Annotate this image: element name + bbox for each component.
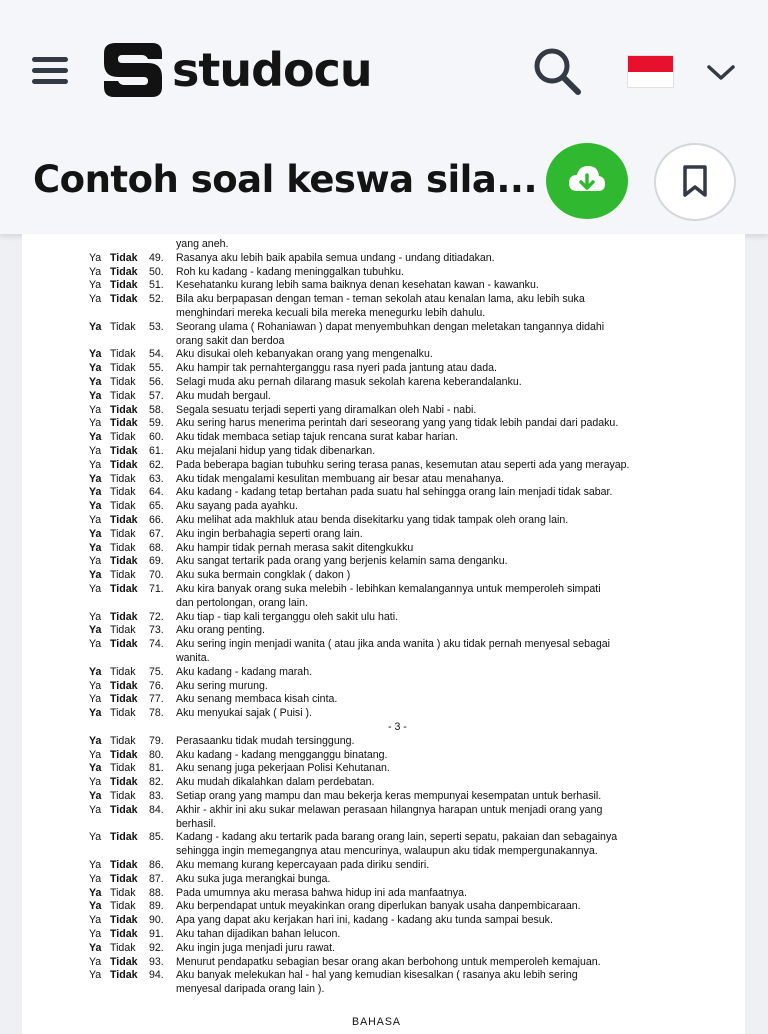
answer-ya: Ya (89, 541, 102, 554)
question-number: 68. (149, 541, 164, 554)
question-number: 76. (149, 679, 164, 692)
answer-ya: Ya (89, 928, 102, 940)
question-number: 87. (149, 872, 164, 885)
answer-tidak: Tidak (110, 886, 136, 899)
answer-ya: Ya (89, 348, 102, 361)
question-number: 92. (149, 941, 164, 954)
question-row (22, 927, 745, 941)
question-row (22, 706, 745, 720)
question-row (22, 734, 745, 748)
answer-tidak: Tidak (110, 362, 136, 375)
question-text: Aku senang membaca kisah cinta. (176, 693, 338, 706)
question-text: Aku ingin berbahagia seperti orang lain. (176, 527, 363, 540)
question-row-continuation (22, 237, 745, 251)
document-title-bar (0, 142, 768, 234)
answer-tidak: Tidak (110, 707, 136, 720)
question-row (22, 416, 745, 430)
answer-tidak: Tidak (110, 969, 138, 982)
question-row (22, 968, 745, 982)
answer-ya: Ya (89, 776, 102, 789)
answer-ya: Ya (89, 955, 102, 968)
question-text: Aku mudah dikalahkan dalam perdebatan. (176, 776, 375, 789)
question-row-continuation (22, 982, 745, 996)
answer-tidak: Tidak (110, 569, 136, 582)
question-number: 61. (149, 445, 164, 457)
answer-ya: Ya (89, 486, 102, 499)
page-number-marker: - 3 - (388, 721, 407, 733)
question-row (22, 582, 745, 596)
question-row (22, 775, 745, 789)
answer-tidak: Tidak (110, 348, 136, 361)
question-row (22, 692, 745, 706)
question-number: 90. (149, 914, 164, 927)
document-page (22, 234, 745, 1034)
question-row (22, 347, 745, 361)
answer-tidak: Tidak (110, 941, 136, 954)
question-text: Aku kadang - kadang marah. (176, 665, 313, 678)
question-number: 49. (149, 251, 164, 264)
answer-ya: Ya (89, 886, 102, 899)
answer-ya: Ya (89, 500, 102, 513)
question-number: 84. (149, 803, 164, 816)
answer-ya: Ya (89, 583, 102, 595)
question-number: 70. (149, 569, 164, 582)
answer-tidak: Tidak (110, 859, 138, 871)
answer-tidak: Tidak (110, 389, 136, 402)
answer-ya: Ya (89, 914, 102, 927)
question-text: Apa yang dapat aku kerjakan hari ini, kadang - kadang aku tunda sampai besuk. (176, 914, 553, 927)
question-text: Aku mudah bergaul. (176, 389, 271, 402)
question-text: Menurut pendapatku sebagian besar orang akan berbohong untuk memperoleh kemajuan. (176, 955, 601, 968)
question-row (22, 913, 745, 927)
question-number: 78. (149, 707, 164, 720)
question-text: Perasaanku tidak mudah tersinggung. (176, 734, 355, 747)
question-row (22, 748, 745, 762)
question-number: 64. (149, 486, 164, 499)
question-row (22, 389, 745, 403)
question-text: Bila aku berpapasan dengan teman - teman sekolah atau kenalan lama, aku lebih suka (176, 293, 585, 306)
answer-ya: Ya (89, 734, 102, 747)
answer-ya: Ya (89, 265, 102, 278)
question-text: Aku banyak melekukan hal - hal yang kemudian kisesalkan ( rasanya aku lebih sering (176, 969, 578, 982)
answer-tidak: Tidak (110, 665, 136, 678)
answer-ya: Ya (89, 472, 102, 485)
answer-tidak: Tidak (110, 472, 136, 485)
question-number: 80. (149, 748, 164, 761)
question-text: Aku sayang pada ayahku. (176, 500, 298, 513)
question-row (22, 830, 745, 844)
answer-ya: Ya (89, 969, 102, 982)
question-text: Aku suka bermain congklak ( dakon ) (176, 569, 351, 582)
question-row (22, 610, 745, 624)
question-text: Selagi muda aku pernah dilarang masuk sekolah karena keberandalanku. (176, 376, 522, 388)
answer-tidak: Tidak (110, 624, 136, 637)
question-text: Aku mejalani hidup yang tidak dibenarkan. (176, 445, 376, 457)
question-number: 65. (149, 500, 164, 513)
question-number: 55. (149, 362, 164, 375)
answer-tidak: Tidak (110, 514, 138, 526)
answer-ya: Ya (89, 679, 102, 692)
question-row-continuation (22, 334, 745, 348)
question-text: dan pertolongan, orang lain. (176, 596, 308, 609)
question-number: 81. (149, 762, 164, 775)
question-number: 82. (149, 776, 164, 789)
answer-ya: Ya (89, 293, 102, 306)
question-row (22, 375, 745, 389)
cloud-download-icon (567, 161, 607, 201)
question-text: Aku melihat ada makhluk atau benda disekitarku yang tidak tampak oleh orang lain. (176, 514, 569, 526)
question-number: 52. (149, 293, 164, 306)
question-row (22, 320, 745, 334)
question-number: 66. (149, 514, 164, 526)
question-text: berhasil. (176, 817, 217, 830)
answer-ya: Ya (89, 376, 102, 388)
question-text: Aku sangat tertarik pada orang yang berjenis kelamin sama denganku. (176, 555, 508, 568)
answer-tidak: Tidak (110, 486, 136, 499)
question-text: Aku orang penting. (176, 624, 265, 637)
answer-ya: Ya (89, 665, 102, 678)
answer-ya: Ya (89, 748, 102, 761)
answer-tidak: Tidak (110, 320, 136, 333)
answer-tidak: Tidak (110, 251, 138, 264)
answer-ya: Ya (89, 389, 102, 402)
question-number: 79. (149, 734, 164, 747)
question-row-continuation (22, 651, 745, 665)
question-text: Pada beberapa bagian tubuhku sering terasa panas, kesemutan atau seperti ada yang merayap. (176, 458, 630, 471)
answer-ya: Ya (89, 320, 102, 333)
question-text: Aku kira banyak orang suka melebih - lebihkan kemalangannya untuk memperoleh simpati (176, 583, 601, 595)
studocu-logo-mark-icon (102, 41, 164, 99)
answer-tidak: Tidak (110, 928, 138, 940)
question-number: 89. (149, 900, 164, 913)
question-row (22, 499, 745, 513)
answer-ya: Ya (89, 693, 102, 706)
question-text: menyesal daripada orang lain ). (176, 983, 325, 996)
question-number: 53. (149, 320, 164, 333)
answer-tidak: Tidak (110, 403, 138, 416)
hamburger-menu-icon[interactable] (28, 52, 72, 90)
answer-ya: Ya (89, 251, 102, 264)
bookmark-button[interactable] (654, 143, 736, 221)
question-number: 60. (149, 431, 164, 444)
answer-tidak: Tidak (110, 776, 138, 789)
question-text: Aku sering murung. (176, 679, 268, 692)
answer-tidak: Tidak (110, 748, 138, 761)
question-row (22, 858, 745, 872)
question-row (22, 665, 745, 679)
question-row (22, 679, 745, 693)
answer-tidak: Tidak (110, 803, 138, 816)
question-text: orang sakit dan berdoa (176, 334, 285, 347)
answer-ya: Ya (89, 514, 102, 526)
question-text: Seorang ulama ( Rohaniawan ) dapat menyembuhkan dengan meletakan tangannya didahi (176, 320, 605, 333)
question-row (22, 554, 745, 568)
question-number: 71. (149, 583, 164, 595)
question-text: Aku memang kurang kepercayaan pada diriku sendiri. (176, 859, 430, 871)
question-row (22, 430, 745, 444)
question-row (22, 485, 745, 499)
question-text: Aku hampir tidak pernah merasa sakit ditengkukku (176, 541, 414, 554)
answer-tidak: Tidak (110, 679, 138, 692)
question-number: 86. (149, 859, 164, 871)
answer-ya: Ya (89, 555, 102, 568)
answer-tidak: Tidak (110, 445, 138, 457)
answer-tidak: Tidak (110, 417, 138, 430)
brand-name: studocu (172, 43, 372, 97)
question-number: 93. (149, 955, 164, 968)
top-app-bar (0, 0, 768, 142)
question-row (22, 941, 745, 955)
question-text: Aku kadang - kadang mengganggu binatang. (176, 748, 388, 761)
question-text: wanita. (176, 652, 210, 664)
answer-ya: Ya (89, 872, 102, 885)
answer-ya: Ya (89, 417, 102, 430)
answer-tidak: Tidak (110, 638, 138, 651)
question-row (22, 403, 745, 417)
answer-ya: Ya (89, 624, 102, 637)
answer-ya: Ya (89, 362, 102, 375)
answer-tidak: Tidak (110, 458, 138, 471)
question-number: 91. (149, 928, 164, 940)
bookmark-icon (681, 164, 709, 198)
answer-tidak: Tidak (110, 583, 138, 595)
answer-tidak: Tidak (110, 527, 136, 540)
answer-ya: Ya (89, 859, 102, 871)
answer-ya: Ya (89, 803, 102, 816)
question-number: 54. (149, 348, 164, 361)
question-text: Aku sering ingin menjadi wanita ( atau jika anda wanita ) aku tidak pernah menyesal sebagai (176, 638, 611, 651)
answer-tidak: Tidak (110, 610, 138, 623)
answer-tidak: Tidak (110, 790, 136, 802)
answer-ya: Ya (89, 403, 102, 416)
question-text: Roh ku kadang - kadang meninggalkan tubuhku. (176, 265, 404, 278)
question-row (22, 803, 745, 817)
indonesia-flag-icon[interactable] (627, 55, 674, 88)
answer-ya: Ya (89, 445, 102, 457)
answer-ya: Ya (89, 527, 102, 540)
question-text: Aku berpendapat untuk meyakinkan orang diperlukan banyak usaha danpembicaraan. (176, 900, 581, 913)
question-number: 75. (149, 665, 164, 678)
question-row (22, 292, 745, 306)
question-number: 83. (149, 790, 164, 802)
question-text: yang aneh. (176, 238, 229, 250)
question-row (22, 623, 745, 637)
question-row (22, 527, 745, 541)
question-text: Rasanya aku lebih baik apabila semua undang - undang ditiadakan. (176, 251, 495, 264)
question-row (22, 761, 745, 775)
question-number: 74. (149, 638, 164, 651)
question-number: 73. (149, 624, 164, 637)
question-row (22, 637, 745, 651)
question-text: Kesehatanku kurang lebih sama baiknya denan kesehatan kawan - kawanku. (176, 279, 539, 292)
answer-ya: Ya (89, 831, 102, 844)
question-text: Segala sesuatu terjadi seperti yang diramalkan oleh Nabi - nabi. (176, 403, 477, 416)
answer-tidak: Tidak (110, 431, 136, 444)
question-text: Kadang - kadang aku tertarik pada barang orang lain, seperti sepatu, pakaian dan sebagainya (176, 831, 618, 844)
studocu-logo[interactable] (102, 41, 372, 101)
question-row (22, 472, 745, 486)
answer-tidak: Tidak (110, 955, 138, 968)
question-text: Aku senang juga pekerjaan Polisi Kehutanan. (176, 762, 390, 775)
answer-ya: Ya (89, 279, 102, 292)
answer-ya: Ya (89, 458, 102, 471)
question-row (22, 444, 745, 458)
question-text: menghindari mereka kecuali bila mereka menegurku lebih dahulu. (176, 307, 486, 319)
question-text: Aku disukai oleh kebanyakan orang yang mengenalku. (176, 348, 433, 361)
answer-ya: Ya (89, 762, 102, 775)
answer-tidak: Tidak (110, 900, 136, 913)
answer-tidak: Tidak (110, 831, 138, 844)
question-row-continuation (22, 596, 745, 610)
answer-tidak: Tidak (110, 734, 136, 747)
chevron-down-icon[interactable] (705, 58, 737, 86)
answer-tidak: Tidak (110, 279, 138, 292)
question-row (22, 789, 745, 803)
question-number: 56. (149, 376, 164, 388)
answer-tidak: Tidak (110, 293, 138, 306)
question-text: Aku tidak membaca setiap tajuk rencana surat kabar harian. (176, 431, 459, 444)
document-title: Contoh soal keswa sila... (33, 158, 538, 201)
question-row (22, 568, 745, 582)
question-number: 72. (149, 610, 164, 623)
question-row (22, 361, 745, 375)
question-row (22, 458, 745, 472)
question-text: sehingga ingin memegangnya atau mencurinya, walaupun aku tidak mempergunakannya. (176, 845, 598, 858)
answer-ya: Ya (89, 610, 102, 623)
question-row (22, 872, 745, 886)
question-text: Aku tiap - tiap kali terganggu oleh sakit ulu hati. (176, 610, 399, 623)
search-icon[interactable] (530, 44, 584, 98)
question-text: Aku suka juga merangkai bunga. (176, 872, 331, 885)
question-number: 63. (149, 472, 164, 485)
answer-tidak: Tidak (110, 500, 136, 513)
question-text: Pada umumnya aku merasa bahwa hidup ini ada manfaatnya. (176, 886, 467, 899)
question-number: 69. (149, 555, 164, 568)
question-number: 57. (149, 389, 164, 402)
question-row (22, 541, 745, 555)
answer-tidak: Tidak (110, 376, 136, 388)
question-text: Aku tidak mengalami kesulitan membuang air besar atau menahanya. (176, 472, 505, 485)
question-row-continuation (22, 817, 745, 831)
answer-tidak: Tidak (110, 265, 138, 278)
question-number: 85. (149, 831, 164, 844)
answer-ya: Ya (89, 707, 102, 720)
question-row-continuation (22, 306, 745, 320)
question-number: 50. (149, 265, 164, 278)
question-number: 77. (149, 693, 164, 706)
download-button[interactable] (546, 143, 628, 219)
question-number: 67. (149, 527, 164, 540)
question-text: Aku ingin juga menjadi juru rawat. (176, 941, 335, 954)
answer-tidak: Tidak (110, 541, 136, 554)
question-number: 58. (149, 403, 164, 416)
answer-ya: Ya (89, 790, 102, 802)
question-text: Aku sering harus menerima perintah dari seseorang yang yang tidak lebih pandai dari padaku. (176, 417, 619, 430)
question-text: Setiap orang yang mampu dan mau bekerja keras mempunyai kesempatan untuk berhasil. (176, 790, 602, 802)
answer-ya: Ya (89, 638, 102, 651)
question-row (22, 886, 745, 900)
question-row (22, 251, 745, 265)
question-row (22, 899, 745, 913)
question-row (22, 513, 745, 527)
answer-tidak: Tidak (110, 693, 138, 706)
question-number: 94. (149, 969, 164, 982)
answer-ya: Ya (89, 941, 102, 954)
question-row (22, 265, 745, 279)
question-text: Aku tahan dijadikan bahan lelucon. (176, 928, 341, 940)
answer-tidak: Tidak (110, 555, 138, 568)
question-text: Akhir - akhir ini aku sukar melawan perasaan hilangnya harapan untuk menjadi orang yang (176, 803, 603, 816)
question-number: 59. (149, 417, 164, 430)
answer-ya: Ya (89, 431, 102, 444)
question-row (22, 278, 745, 292)
question-row-continuation (22, 844, 745, 858)
question-number: 51. (149, 279, 164, 292)
answer-ya: Ya (89, 569, 102, 582)
answer-tidak: Tidak (110, 914, 138, 927)
answer-tidak: Tidak (110, 872, 138, 885)
question-number: 88. (149, 886, 164, 899)
question-text: Aku kadang - kadang tetap bertahan pada suatu hal sehingga orang lain menjadi tidak sabar. (176, 486, 613, 499)
answer-tidak: Tidak (110, 762, 136, 775)
question-row (22, 955, 745, 969)
question-text: Aku hampir tak pernahterganggu rasa nyeri pada jantung atau dada. (176, 362, 497, 375)
cutoff-heading: BAHASA (352, 1016, 401, 1028)
answer-ya: Ya (89, 900, 102, 913)
question-number: 62. (149, 458, 164, 471)
question-text: Aku menyukai sajak ( Puisi ). (176, 707, 313, 720)
